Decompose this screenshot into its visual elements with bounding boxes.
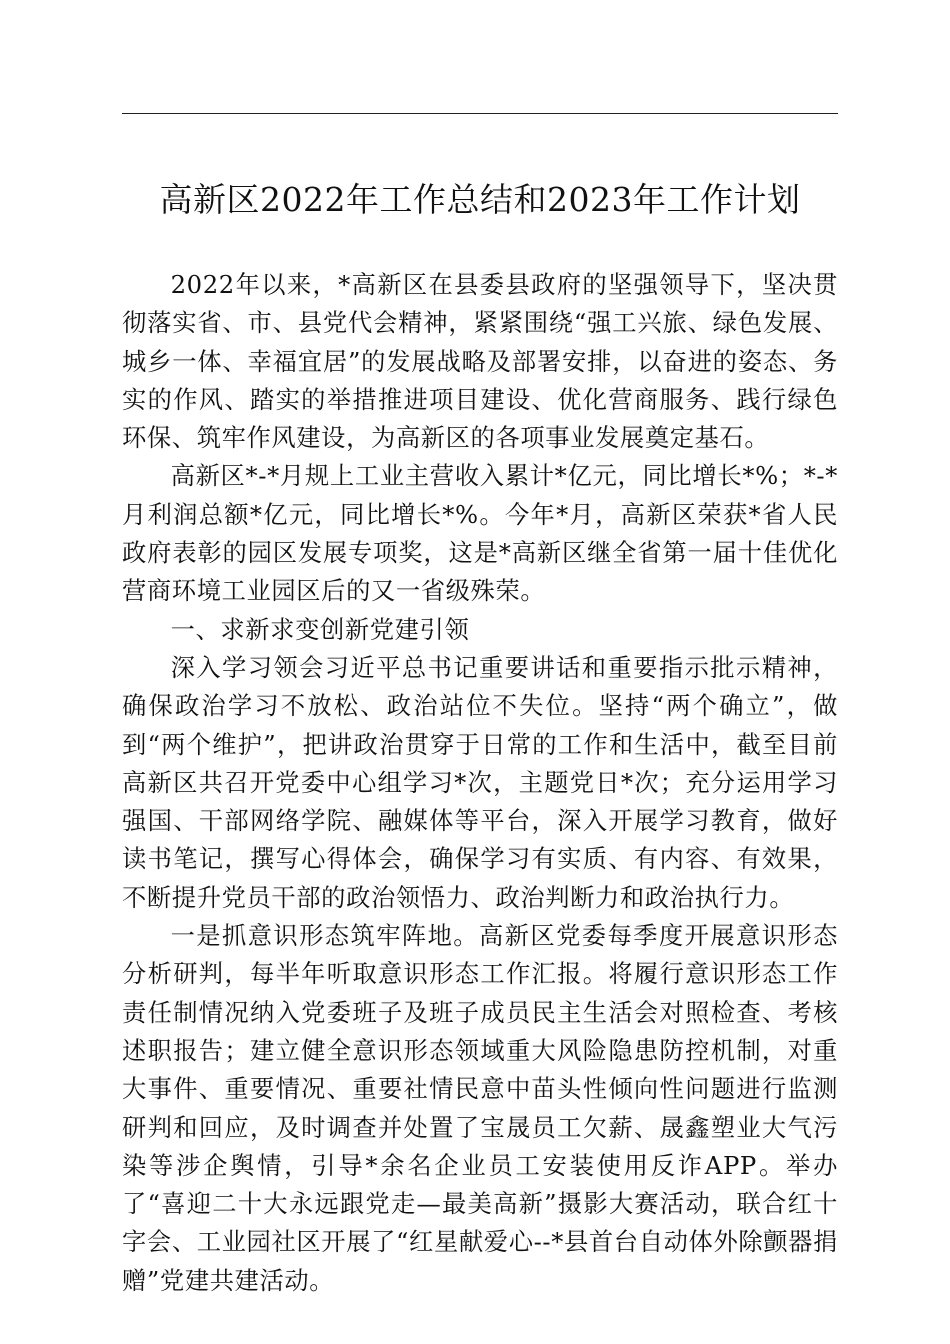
section-heading-1: 一、求新求变创新党建引领 [170, 614, 470, 644]
header-rule [122, 113, 838, 114]
document-body [122, 266, 838, 1300]
paragraph-ideology-work: 一是抓意识形态筑牢阵地。高新区党委每季度开展意识形态分析研判，每半年听取意识形态工作汇报。将履行意识形态工作责任制情况纳入党委班子及班子成员民主生活会对照检查、考核述职报告；建立健全意识形态领域重大风险隐患防控机制，对重大事件、重要情况、重要社情民意中苗头性倾向性问题进行监测研判和回应，及时调查并处置了宝晟员工欠薪、晟鑫塑业大气污染等涉企舆情，引导*余名企业员工安装使用反诈APP。举办了“喜迎二十大永远跟党走—最美高新”摄影大赛活动，联合红十字会、工业园社区开展了“红星献爱心--*县首台自动体外除颤器捐赠”党建共建活动。 [122, 921, 838, 1295]
paragraph-economic-indicators: 高新区*-*月规上工业主营收入累计*亿元，同比增长*%；*-*月利润总额*亿元，同比增长*%。今年*月，高新区荣获*省人民政府表彰的园区发展专项奖，这是*高新区继全省第一届十佳优化营商环境工业园区后的又一省级殊荣。 [122, 461, 838, 606]
paragraph-intro: 2022年以来，*高新区在县委县政府的坚强领导下，坚决贯彻落实省、市、县党代会精神，紧紧围绕“强工兴旅、绿色发展、城乡一体、幸福宜居”的发展战略及部署安排，以奋进的姿态、务实的作风、踏实的举措推进项目建设、优化营商服务、践行绿色环保、筑牢作风建设，为高新区的各项事业发展奠定基石。 [122, 270, 838, 453]
document-title: 高新区2022年工作总结和2023年工作计划 [159, 180, 801, 219]
paragraph-political-study: 深入学习领会习近平总书记重要讲话和重要指示批示精神，确保政治学习不放松、政治站位不失位。坚持“两个确立”，做到“两个维护”，把讲政治贯穿于日常的工作和生活中，截至目前高新区共召开党委中心组学习*次，主题党日*次；充分运用学习强国、干部网络学院、融媒体等平台，深入开展学习教育，做好读书笔记，撰写心得体会，确保学习有实质、有内容、有效果，不断提升党员干部的政治领悟力、政治判断力和政治执行力。 [122, 652, 838, 912]
